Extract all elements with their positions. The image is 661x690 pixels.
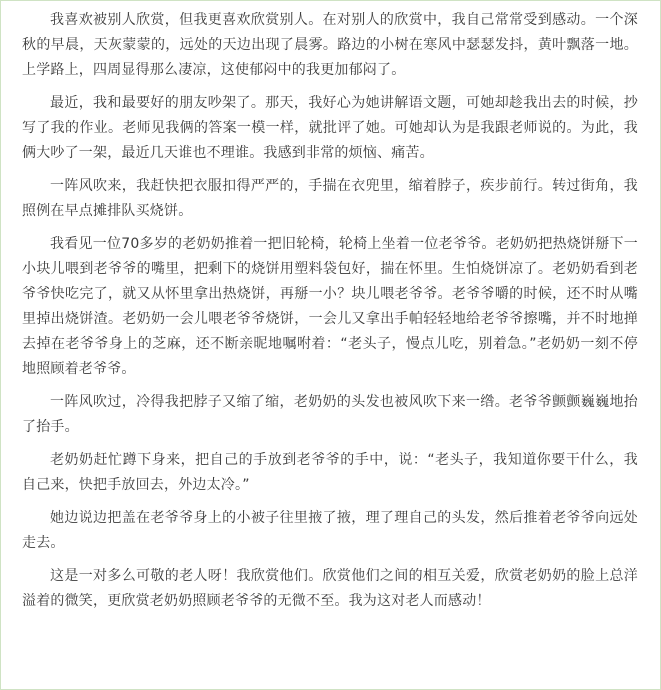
paragraph-5: 一阵风吹过，冷得我把脖子又缩了缩，老奶奶的头发也被风吹下来一绺。老爷爷颤颤巍巍地抬了抬手。	[22, 394, 638, 435]
paragraph-8: 这是一对多么可敬的老人呀！我欣赏他们。欣赏他们之间的相互关爱，欣赏老奶奶的脸上总洋溢着的微笑，更欣赏老奶奶照顾老爷爷的无微不至。我为这对老人而感动！	[22, 568, 638, 609]
paragraph-6: 老奶奶赶忙蹲下身来，把自己的手放到老爷爷的手中，说：“老头子，我知道你要干什么，我自己来，快把手放回去，外边太冷。”	[22, 452, 638, 493]
paragraph-7: 她边说边把盖在老爷爷身上的小被子往里掖了掖，理了理自己的头发，然后推着老爷爷向远处走去。	[22, 510, 638, 551]
paragraph-1: 我喜欢被别人欣赏，但我更喜欢欣赏别人。在对别人的欣赏中，我自己常常受到感动。一个深秋的早晨，天灰蒙蒙的，远处的天边出现了晨雾。路边的小树在寒风中瑟瑟发抖，黄叶飘落一地。上学路上，四周显得那么凄凉，这使郁闷中的我更加郁闷了。	[22, 12, 638, 78]
paragraph-4: 我看见一位70多岁的老奶奶推着一把旧轮椅，轮椅上坐着一位老爷爷。老奶奶把热烧饼掰下一小块儿喂到老爷爷的嘴里，把剩下的烧饼用塑料袋包好，揣在怀里。生怕烧饼凉了。老奶奶看到老爷爷快吃完了，就又从怀里拿出热烧饼，再掰一小？块儿喂老爷爷。老爷爷嚼的时候，还不时从嘴里掉出烧饼渣。老奶奶一会儿喂老爷爷烧饼，一会儿又拿出手帕轻轻地给老爷爷擦嘴，并不时地掸去掉在老爷爷身上的芝麻，还不断亲昵地嘱咐着：“老头子，慢点儿吃，别着急。”老奶奶一刻不停地照顾着老爷爷。	[22, 236, 638, 377]
paragraph-2: 最近，我和最要好的朋友吵架了。那天，我好心为她讲解语文题，可她却趁我出去的时候，抄写了我的作业。老师见我俩的答案一模一样，就批评了她。可她却认为是我跟老师说的。为此，我俩大吵了一架，最近几天谁也不理谁。我感到非常的烦恼、痛苦。	[22, 95, 638, 161]
paragraph-3: 一阵风吹来，我赶快把衣服扣得严严的，手揣在衣兜里，缩着脖子，疾步前行。转过街角，我照例在早点摊排队买烧饼。	[22, 178, 638, 219]
